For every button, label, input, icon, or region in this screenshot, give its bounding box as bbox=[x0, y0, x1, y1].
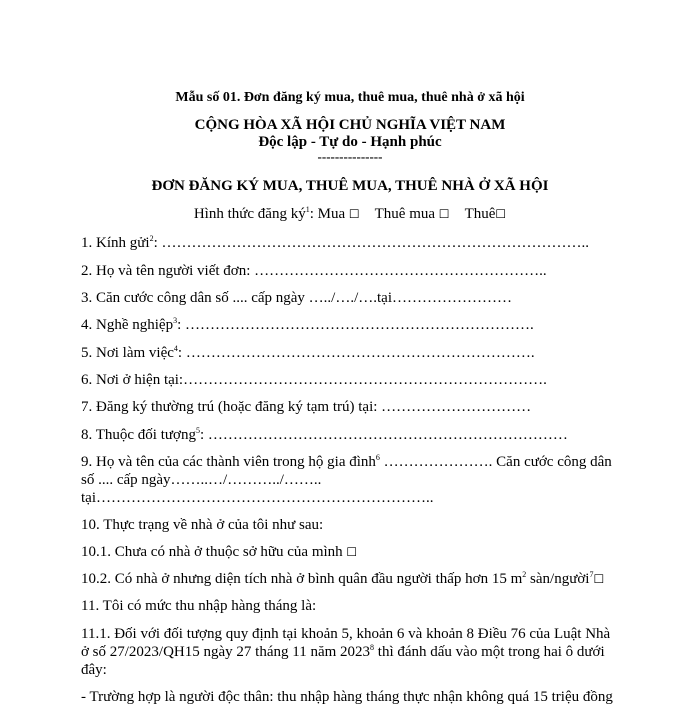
field-occupation: 4. Nghề nghiệp$^3$: ……………………………………………………………. bbox=[81, 316, 534, 333]
field-applicant-name: 2. Họ và tên người viết đơn: ………………………………………………….. bbox=[81, 263, 547, 279]
form-code: Mẫu số 01. Đơn đăng ký mua, thuê mua, thuê nhà ở xã hội bbox=[175, 90, 525, 105]
small-house-checkbox[interactable]: ☐ bbox=[593, 572, 605, 586]
section-income: 11. Tôi có mức thu nhập hàng tháng là: bbox=[81, 598, 317, 614]
document-title: ĐƠN ĐĂNG KÝ MUA, THUÊ MUA, THUÊ NHÀ Ở XÃ HỘI bbox=[151, 178, 549, 194]
field-current-residence: 6. Nơi ở hiện tại:………………………………………………………………. bbox=[81, 372, 547, 388]
option-small-house: 10.2. Có nhà ở nhưng diện tích nhà ở bình quân đầu người thấp hơn 15 $m^2$ sàn/người$^7$☐ bbox=[81, 570, 605, 587]
field-household-members-line3: tại………………………………………………………….. bbox=[81, 490, 434, 506]
option-lease-purchase-label: Thuê mua bbox=[374, 206, 436, 222]
option-rent-label: Thuê bbox=[464, 206, 496, 222]
no-house-checkbox[interactable]: ☐ bbox=[346, 545, 358, 559]
field-household-members: 9. Họ và tên của các thành viên trong hộ gia đình$^6$ …………………. Căn cước công dân bbox=[81, 453, 612, 470]
national-motto: Độc lập - Tự do - Hạnh phúc bbox=[258, 134, 442, 150]
field-citizen-id: 3. Căn cước công dân số .... cấp ngày …../…./….tại…………………… bbox=[81, 290, 512, 306]
income-criteria-line2: ở số 27/2023/QH15 ngày 27 tháng 11 năm 2023$^8$ thì đánh dấu vào một trong hai ô dưới bbox=[81, 643, 605, 660]
registration-type-label: Hình thức đăng ký bbox=[193, 206, 306, 222]
national-title: CỘNG HÒA XÃ HỘI CHỦ NGHĨA VIỆT NAM bbox=[194, 117, 506, 133]
option-rent-checkbox[interactable]: ☐ bbox=[495, 207, 507, 221]
option-buy-label: Mua bbox=[317, 206, 346, 222]
income-single-person: - Trường hợp là người độc thân: thu nhập hàng tháng thực nhận không quá 15 triệu đồng bbox=[81, 689, 613, 705]
option-no-house: 10.1. Chưa có nhà ở thuộc sở hữu của mình ☐ bbox=[81, 544, 358, 560]
income-criteria-line3: đây: bbox=[81, 662, 107, 678]
section-housing-status: 10. Thực trạng về nhà ở của tôi như sau: bbox=[81, 517, 324, 533]
divider: --------------- bbox=[317, 149, 383, 164]
registration-type-row: Hình thức đăng $ký^1$: Mua ☐ Thuê mua ☐ Thuê☐ bbox=[193, 205, 507, 222]
option-buy-checkbox[interactable]: ☐ bbox=[348, 207, 360, 221]
option-lease-purchase-checkbox[interactable]: ☐ bbox=[438, 207, 450, 221]
field-permanent-residence: 7. Đăng ký thường trú (hoặc đăng ký tạm trú) tại: ………………………… bbox=[81, 399, 532, 415]
field-household-members-line2: số .... cấp ngày……..…/………../…….. bbox=[81, 472, 322, 488]
field-workplace: 5. Nơi làm việc$^4$: ……………………………………………………………. bbox=[81, 344, 535, 361]
income-criteria-line1: 11.1. Đối với đối tượng quy định tại khoản 5, khoản 6 và khoản 8 Điều 76 của Luật Nhà bbox=[81, 626, 611, 642]
field-beneficiary-group: 8. Thuộc đối tượng$^5$: ……………………………………………………………… bbox=[81, 426, 568, 443]
field-addressee: 1. Kính gửi$^2$: ………………………………………………………………………….. bbox=[81, 234, 589, 251]
